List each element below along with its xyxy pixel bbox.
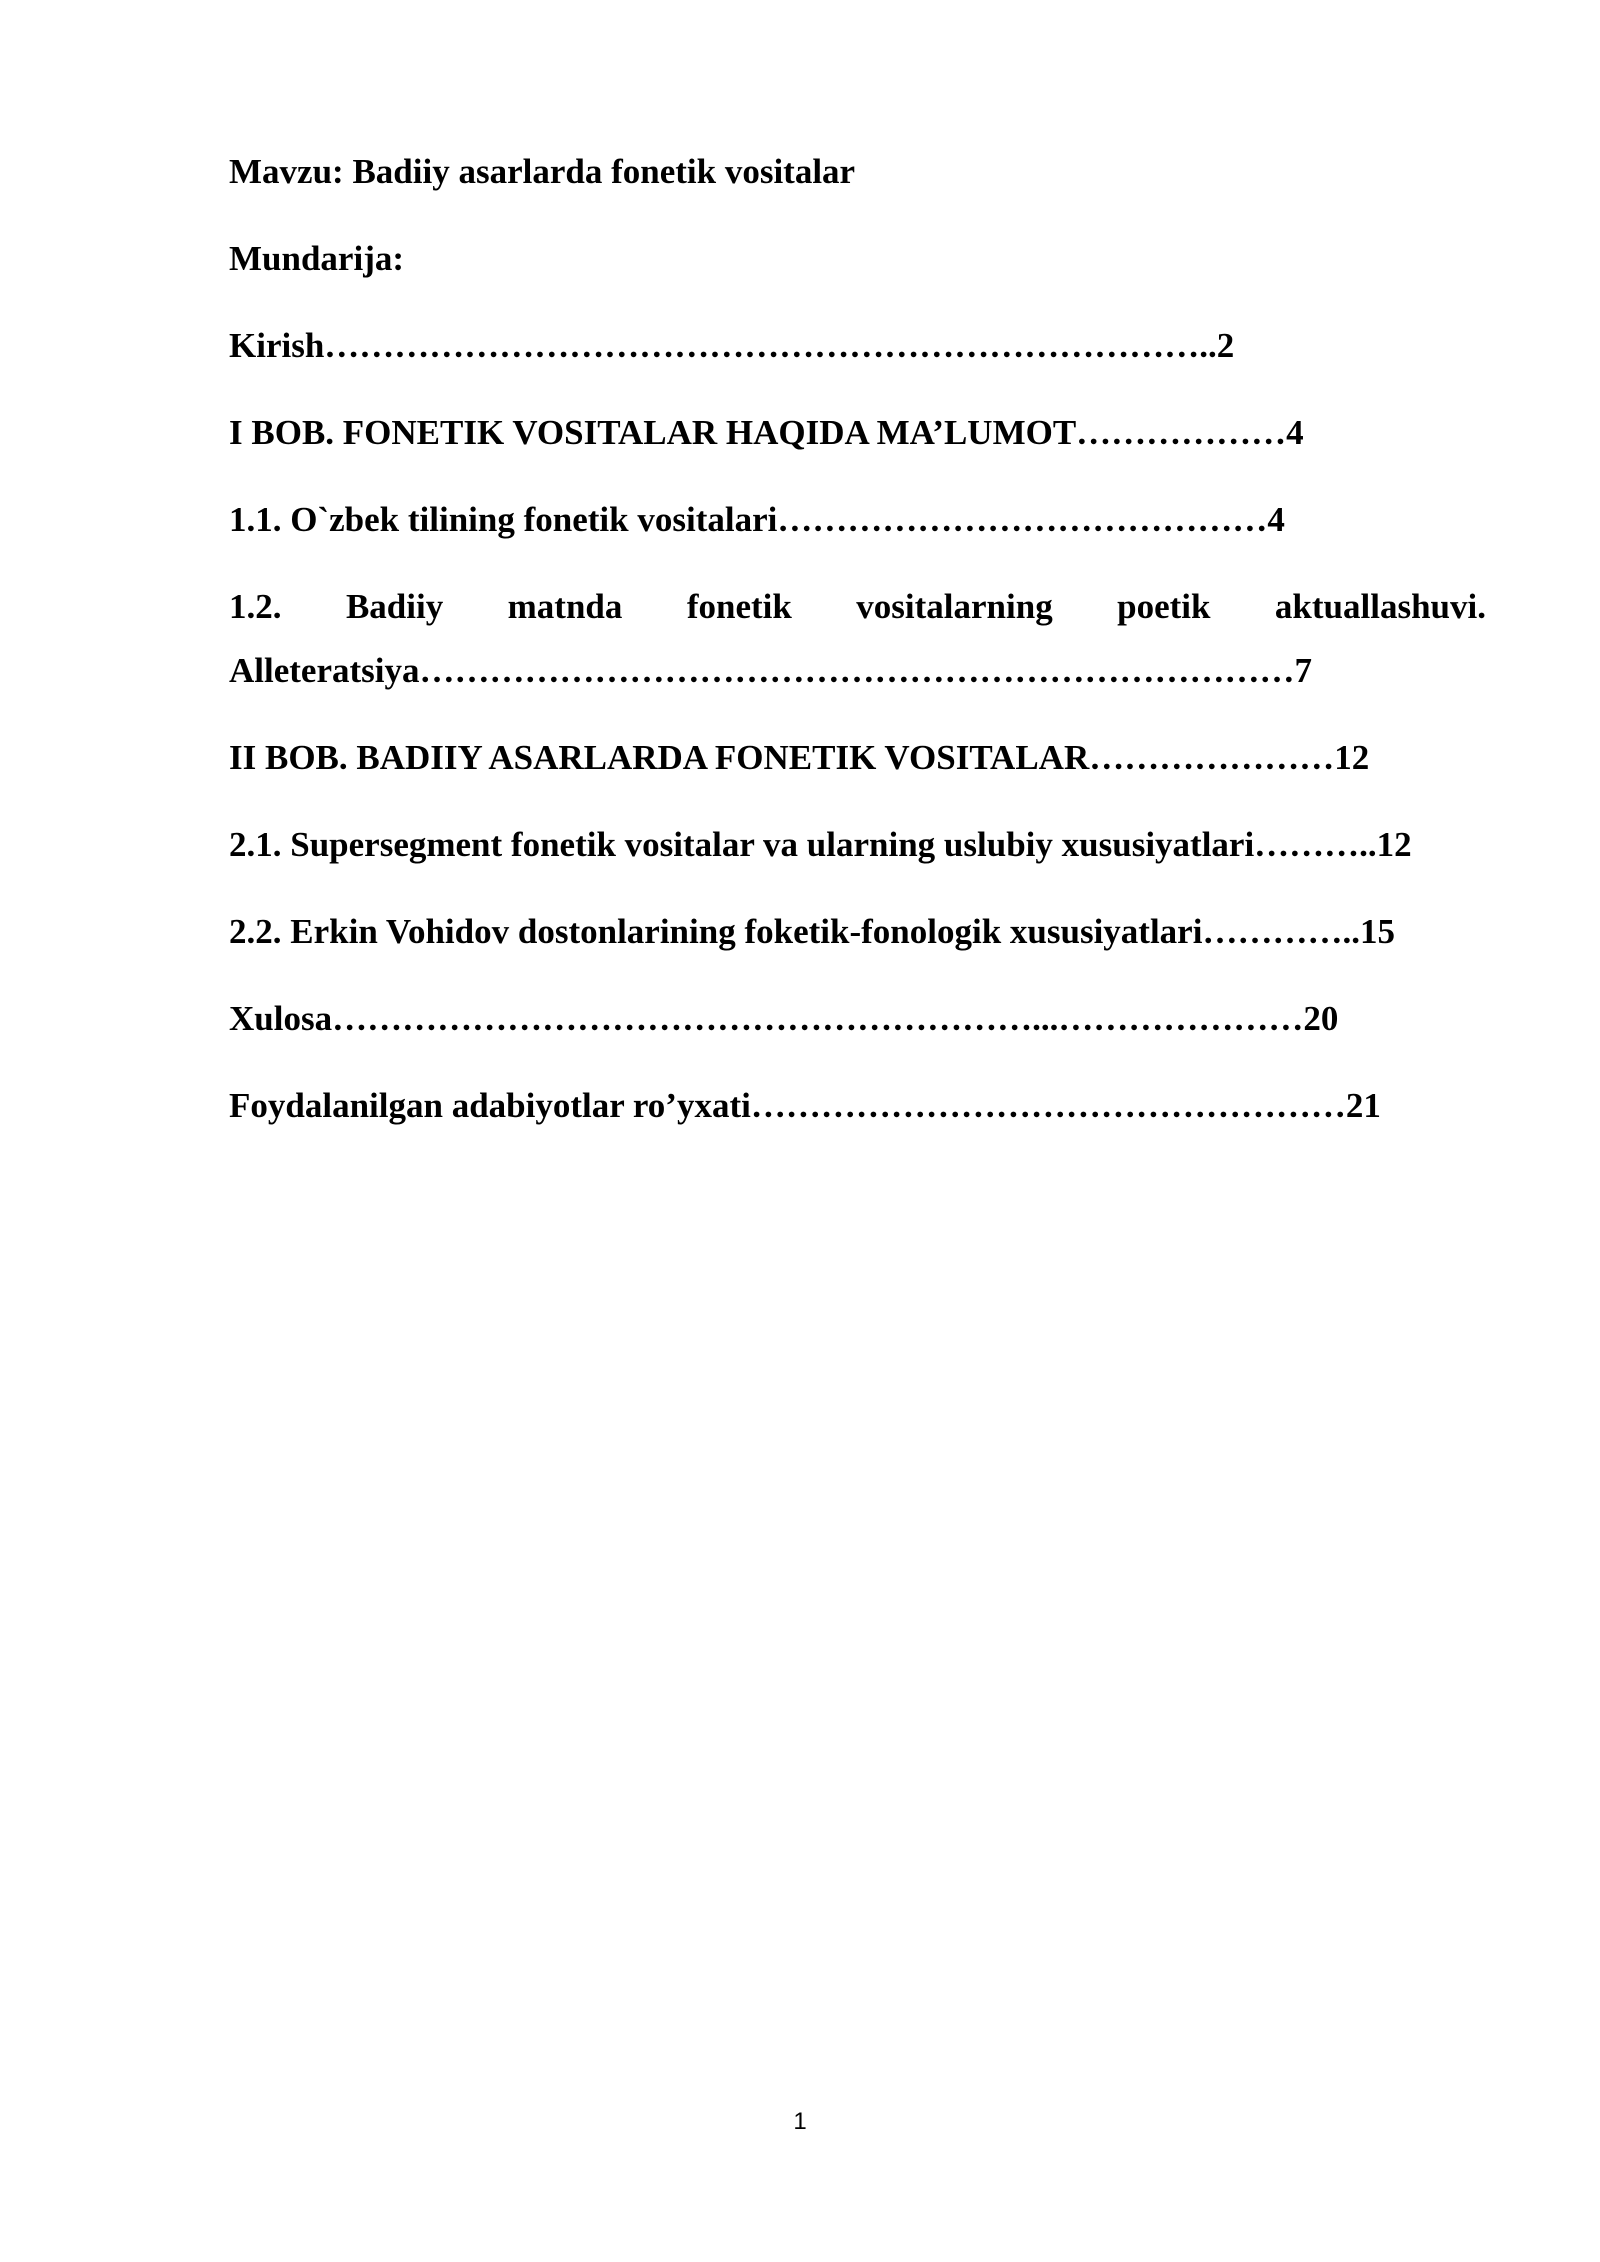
toc-entry-section-1-1: 1.1. O`zbek tilining fonetik vositalari……………………………………4 — [229, 500, 1285, 539]
toc-entry-references: Foydalanilgan adabiyotlar ro’yxati……………………………………………21 — [229, 1086, 1381, 1125]
toc-entry-chapter-1: I BOB. FONETIK VOSITALAR HAQIDA MA’LUMOT………………4 — [229, 413, 1304, 452]
toc-entry-section-2-1: 2.1. Supersegment fonetik vositalar va ularning uslubiy xususiyatlari………..12 — [229, 825, 1412, 864]
page-content — [229, 150, 1486, 1171]
contents-heading: Mundarija: — [229, 239, 404, 278]
document-topic: Mavzu: Badiiy asarlarda fonetik vositalar — [229, 152, 856, 191]
toc-entry-xulosa: Xulosa……………………………………………………...…………………20 — [229, 999, 1339, 1038]
toc-entry-chapter-2: II BOB. BADIIY ASARLARDA FONETIK VOSITALAR…………………12 — [229, 738, 1370, 777]
toc-entry-section-1-2: 1.2. Badiiy matnda fonetik vositalarning poetik aktuallashuvi. Alleteratsiya…………………………………………………………………7 — [229, 587, 1486, 690]
page-number: 1 — [793, 2108, 807, 2135]
toc-entry-section-2-2: 2.2. Erkin Vohidov dostonlarining foketik-fonologik xususiyatlari…………..15 — [229, 912, 1395, 951]
toc-entry-kirish: Kirish…………………………………………………………………..2 — [229, 326, 1235, 365]
